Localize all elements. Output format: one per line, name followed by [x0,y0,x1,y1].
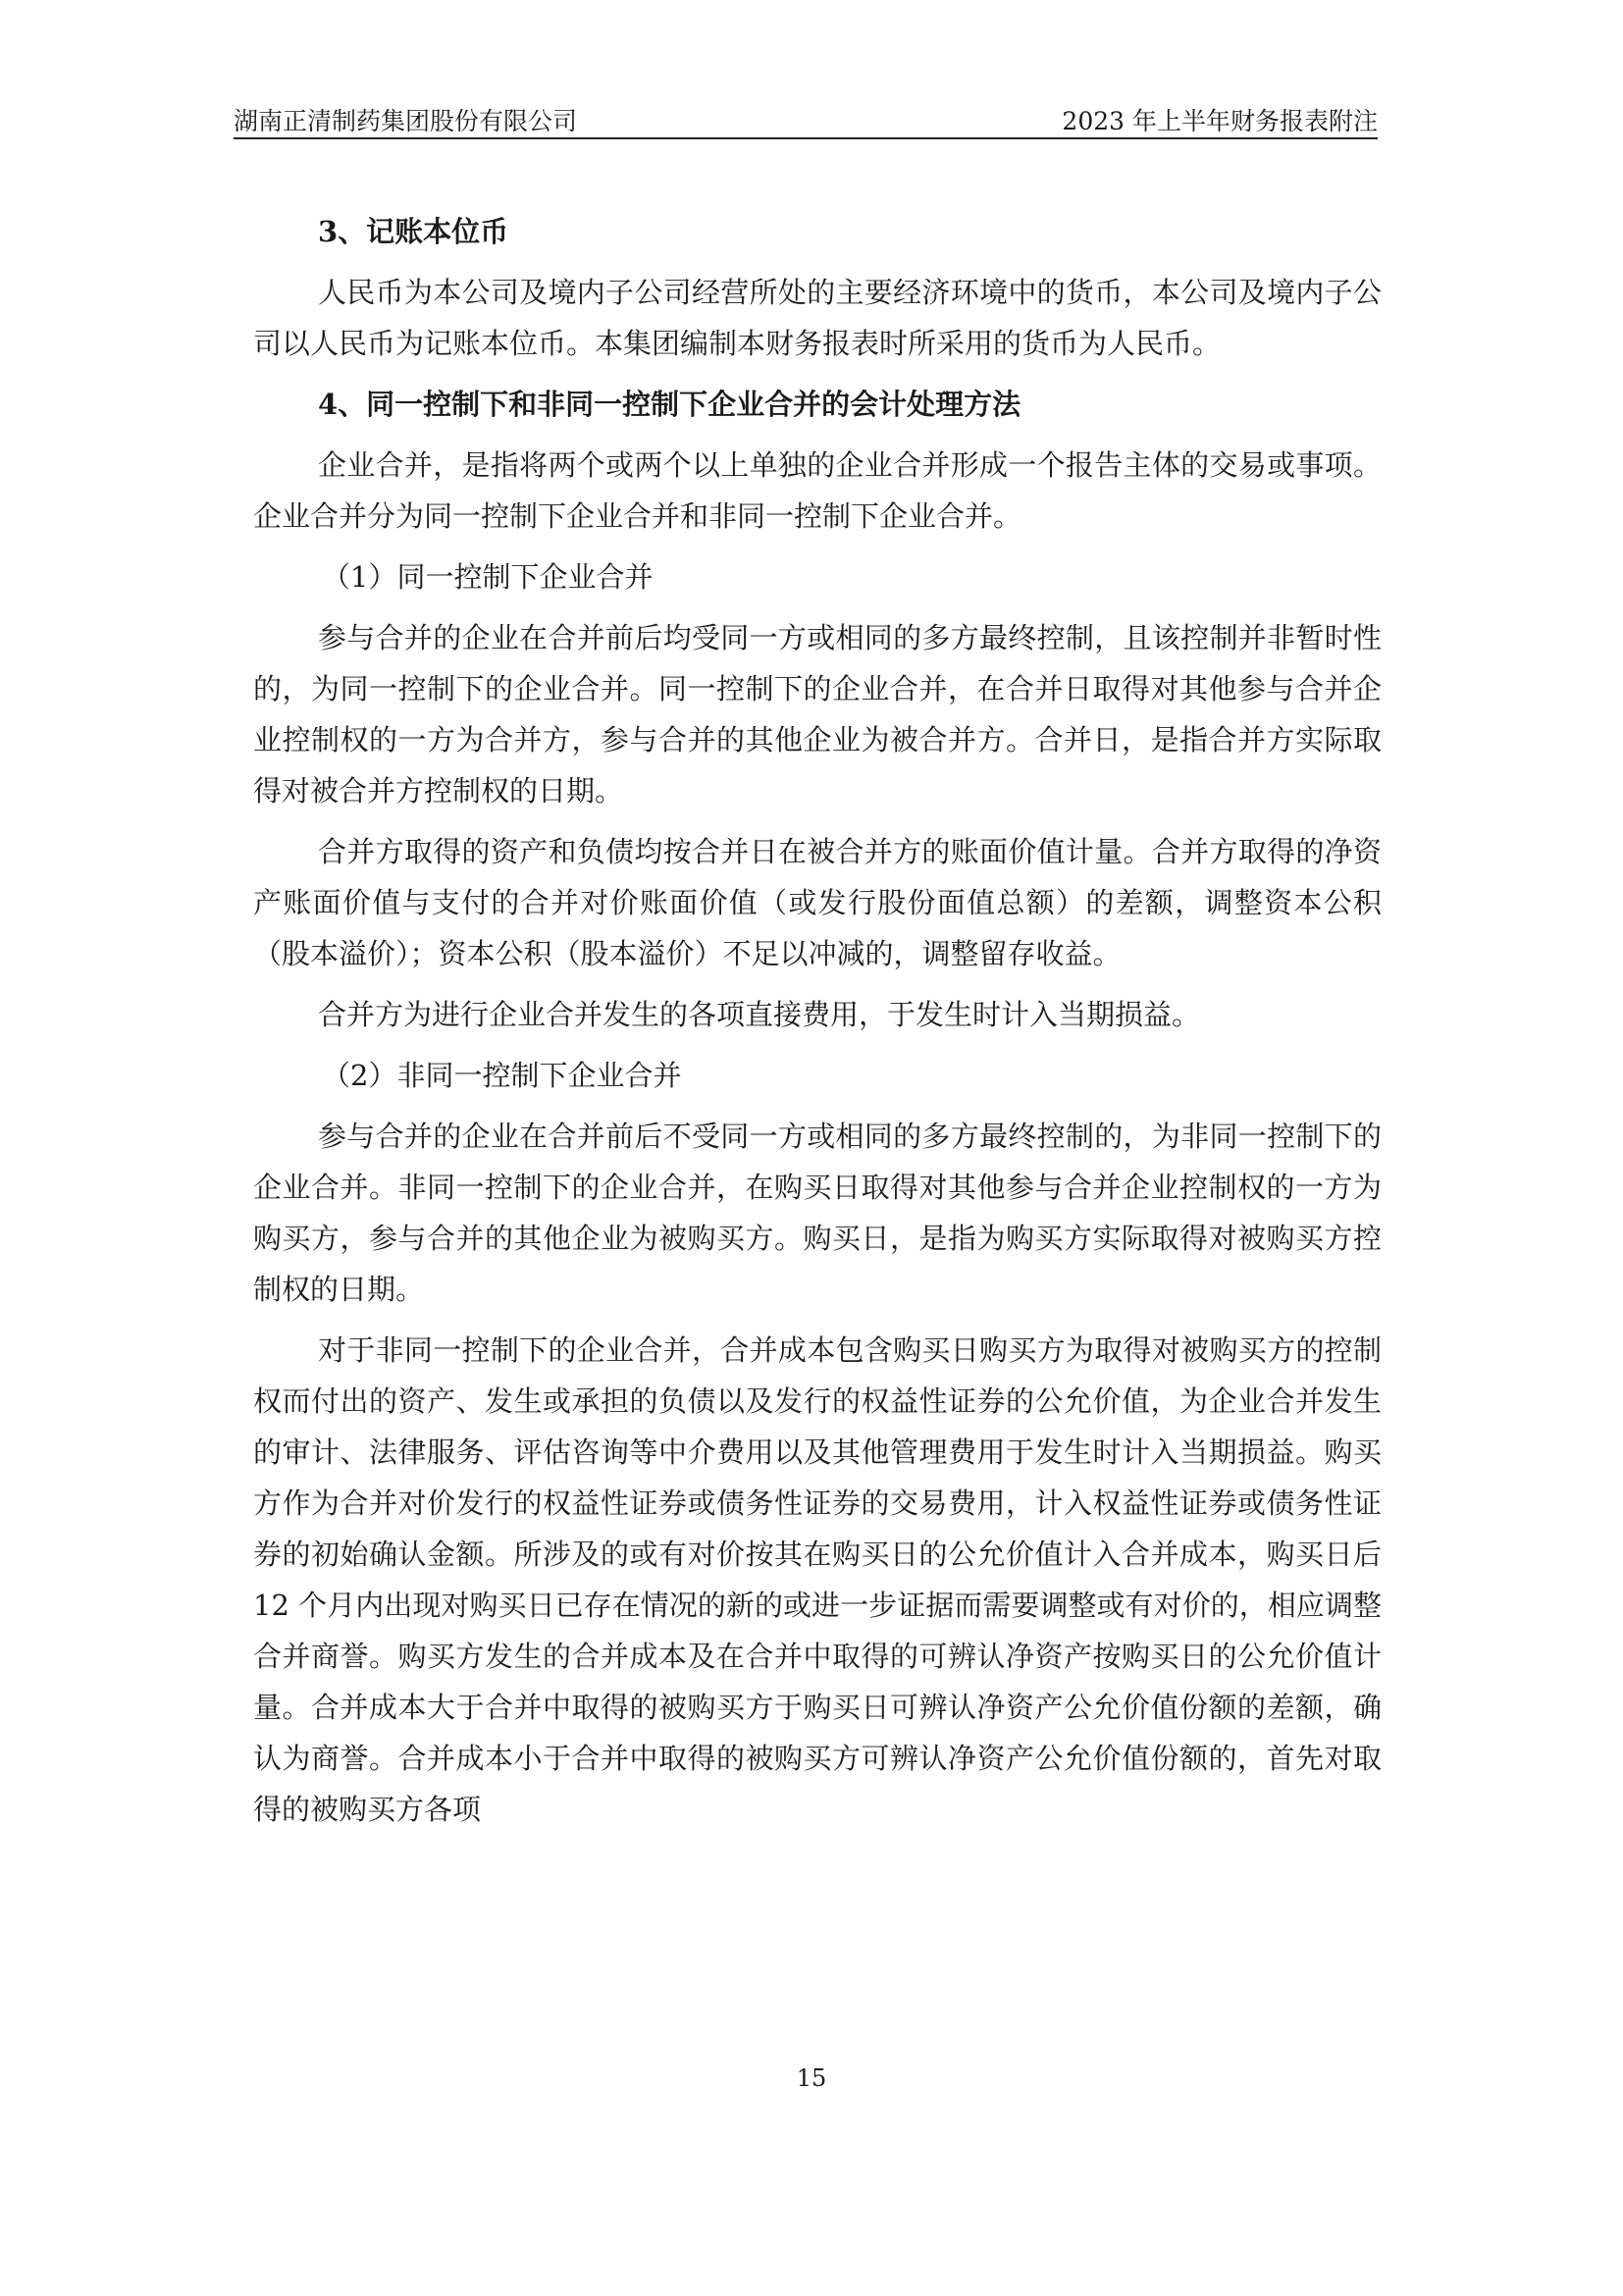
subsection-heading: （2）非同一控制下企业合并 [322,1059,682,1092]
document-body [253,206,1382,1845]
company-name: 湖南正清制药集团股份有限公司 [234,107,578,135]
paragraph: 对于非同一控制下的企业合并，合并成本包含购买日购买方为取得对被购买方的控制权而付出的资产、发生或承担的负债以及发行的权益性证券的公允价值，为企业合并发生的审计、法律服务、评估咨询等中介费用以及其他管理费用于发生时计入当期损益。购买方作为合并对价发行的权益性证券或债务性证券的交易费用，计入权益性证券或债务性证券的初始确认金额。所涉及的或有对价按其在购买日的公允价值计入合并成本，购买日后 12 个月内出现对购买日已存在情况的新的或进一步证据而需要调整或有对价的，相应调整合并商誉。购买方发生的合并成本及在合并中取得的可辨认净资产按购买日的公允价值计量。合并成本大于合并中取得的被购买方于购买日可辨认净资产公允价值份额的差额，确认为商誉。合并成本小于合并中取得的被购买方可辨认净资产公允价值份额的，首先对取得的被购买方各项 [253,1333,1382,1826]
paragraph: 合并方取得的资产和负债均按合并日在被合并方的账面价值计量。合并方取得的净资产账面价值与支付的合并对价账面价值（或发行股份面值总额）的差额，调整资本公积（股本溢价）；资本公积（股本溢价）不足以冲减的，调整留存收益。 [253,835,1382,970]
report-title: 2023 年上半年财务报表附注 [1062,107,1378,135]
paragraph: 参与合并的企业在合并前后均受同一方或相同的多方最终控制，且该控制并非暂时性的，为同一控制下的企业合并。同一控制下的企业合并，在合并日取得对其他参与合并企业控制权的一方为合并方，参与合并的其他企业为被合并方。合并日，是指合并方实际取得对被合并方控制权的日期。 [253,621,1382,808]
paragraph: 合并方为进行企业合并发生的各项直接费用，于发生时计入当期损益。 [318,998,1201,1031]
paragraph: 企业合并，是指将两个或两个以上单独的企业合并形成一个报告主体的交易或事项。企业合并分为同一控制下企业合并和非同一控制下企业合并。 [253,448,1382,533]
page-header [234,98,1378,139]
subsection-heading: （1）同一控制下企业合并 [322,560,654,594]
paragraph: 参与合并的企业在合并前后不受同一方或相同的多方最终控制的，为非同一控制下的企业合并。非同一控制下的企业合并，在购买日取得对其他参与合并企业控制权的一方为购买方，参与合并的其他企业为被购买方。购买日，是指为购买方实际取得对被购买方控制权的日期。 [253,1120,1382,1306]
paragraph: 人民币为本公司及境内子公司经营所处的主要经济环境中的货币，本公司及境内子公司以人民币为记账本位币。本集团编制本财务报表时所采用的货币为人民币。 [253,276,1382,360]
section-heading: 4、同一控制下和非同一控制下企业合并的会计处理方法 [318,388,1021,421]
page-number: 15 [796,2064,827,2092]
section-heading: 3、记账本位币 [318,215,509,248]
